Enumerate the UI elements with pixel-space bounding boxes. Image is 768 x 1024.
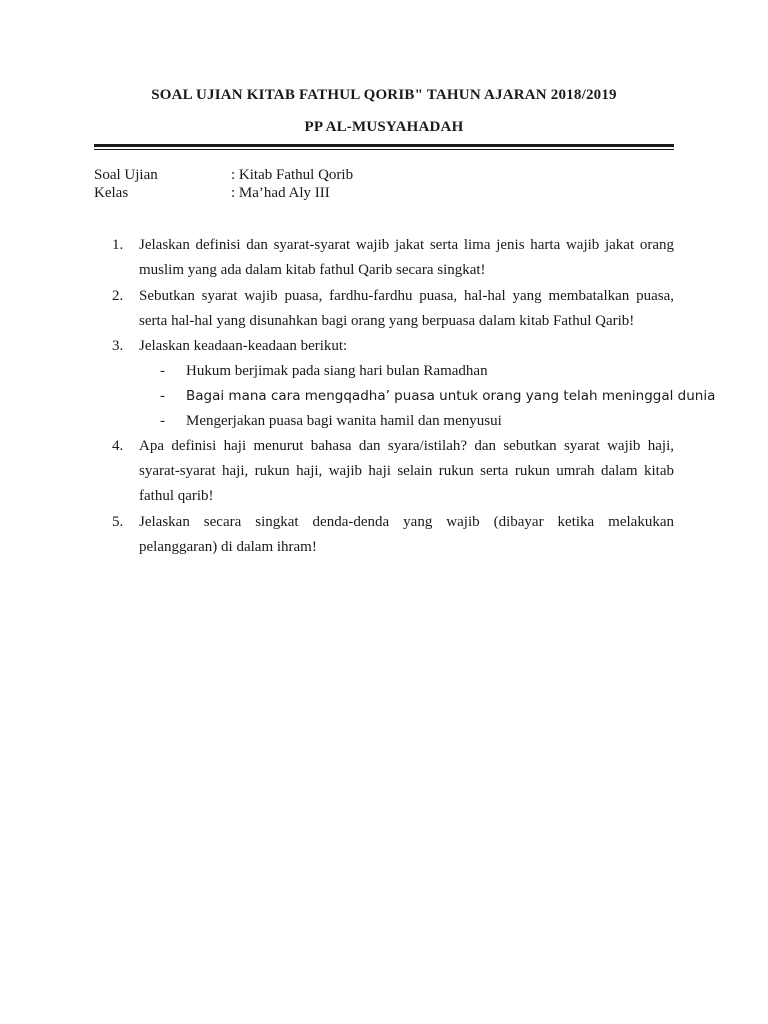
question-number: 2. [112,288,124,304]
sub-item-text: Mengerjakan puasa bagi wanita hamil dan menyusui [186,413,502,429]
question-number: 1. [112,237,124,253]
question-number: 5. [112,514,124,530]
question-text: Sebutkan syarat wajib puasa, fardhu-fardhu puasa, hal-hal yang membatalkan puasa, serta hal-hal yang disunahkan bagi orang yang berpuasa dalam kitab Fathul Qarib! [139,288,674,329]
sub-item-bullet: - [160,413,165,429]
question-text: Jelaskan definisi dan syarat-syarat wajib jakat serta lima jenis harta wajib jakat orang muslim yang ada dalam kitab fathul Qarib secara singkat! [139,237,674,278]
meta-value: : Ma’had Aly III [231,185,330,201]
sub-item-bullet: - [160,363,165,379]
meta-value: : Kitab Fathul Qorib [231,167,354,183]
sub-item-text: Bagai mana cara mengqadha’ puasa untuk orang yang telah meninggal dunia [186,388,716,404]
document-subtitle: PP AL-MUSYAHADAH [304,119,464,135]
sub-item-bullet: - [160,388,165,404]
question-text: Jelaskan secara singkat denda-denda yang wajib (dibayar ketika melakukan pelanggaran) di dalam ihram! [139,514,674,555]
question-number: 4. [112,438,124,454]
document-title: SOAL UJIAN KITAB FATHUL QORIB" TAHUN AJARAN 2018/2019 [151,87,617,103]
question-text: Apa definisi haji menurut bahasa dan syara/istilah? dan sebutkan syarat wajib haji, syarat-syarat haji, rukun haji, wajib haji selain rukun serta rukun umrah dalam kitab fathul qarib! [139,438,674,504]
meta-key: Soal Ujian [94,167,158,183]
question-text: Jelaskan keadaan-keadaan berikut: [139,338,348,354]
meta-key: Kelas [94,185,129,201]
sub-item-text: Hukum berjimak pada siang hari bulan Ramadhan [186,363,488,379]
question-number: 3. [112,338,124,354]
header-rule-thick [94,144,674,147]
header-rule-thin [94,149,674,150]
